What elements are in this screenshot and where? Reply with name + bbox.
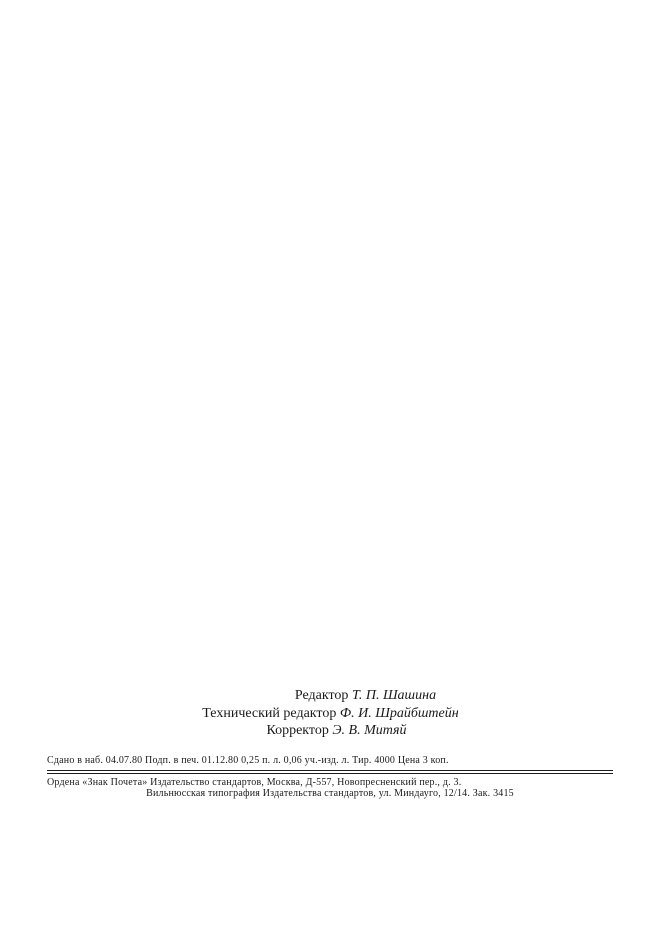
publisher-line-1: Ордена «Знак Почета» Издательство стандартов, Москва, Д-557, Новопресненский пер., д. 3. bbox=[47, 777, 462, 788]
editor-role: Редактор bbox=[294, 688, 349, 703]
divider-bottom bbox=[47, 773, 613, 774]
proofreader-name: Э. В. Митяй bbox=[332, 723, 407, 738]
editor-name: Т. П. Шашина bbox=[351, 688, 437, 703]
divider-top bbox=[47, 770, 613, 771]
tech-editor-credit bbox=[0, 705, 661, 723]
publisher-line-2: Вильнюсская типография Издательства стандартов, ул. Миндауго, 12/14. Зак. 3415 bbox=[146, 788, 514, 799]
imprint-line: Сдано в наб. 04.07.80 Подп. в печ. 01.12.80 0,25 п. л. 0,06 уч.-изд. л. Тир. 4000 Цена 3 коп. bbox=[47, 755, 449, 766]
proofreader-role: Корректор bbox=[266, 723, 329, 738]
tech-editor-name: Ф. И. Шрайбштейн bbox=[339, 706, 459, 721]
proofreader-credit bbox=[0, 722, 661, 740]
tech-editor-role: Технический редактор bbox=[202, 706, 337, 721]
editor-credit bbox=[0, 687, 661, 705]
